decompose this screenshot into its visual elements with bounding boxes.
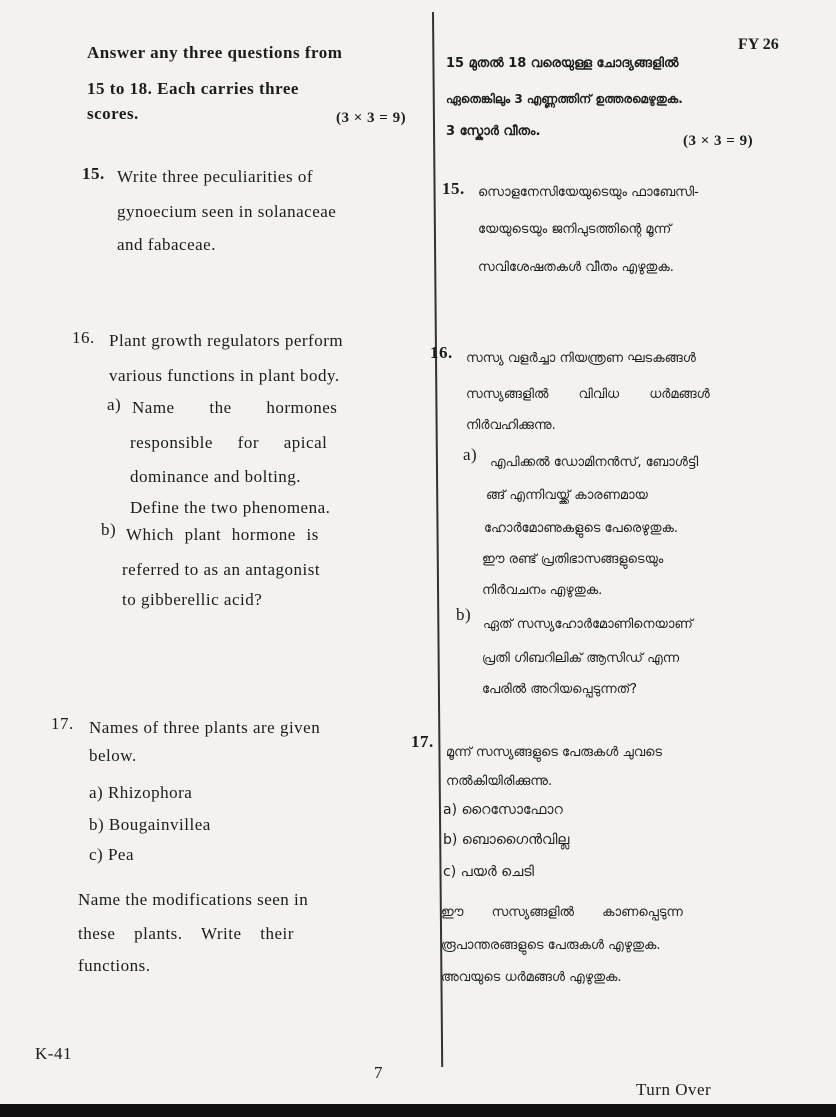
left-q16-number: 16.	[72, 328, 95, 347]
right-q16-line-1: സസ്യ വളർച്ചാ നിയന്ത്രണ ഘടകങ്ങൾ	[466, 351, 696, 366]
left-q17-option-b: b) Bougainvillea	[89, 815, 211, 834]
right-q16-line-2: സസ്യങ്ങളിൽ വിവിധ ധർമങ്ങൾ	[466, 387, 710, 402]
right-q17-task-line-2: രൂപാന്തരങ്ങളുടെ പേരുകൾ എഴുതുക.	[441, 938, 661, 953]
left-q15-line-2: gynoecium seen in solanaceae	[117, 202, 337, 221]
right-q16-line-3: നിർവഹിക്കുന്നു.	[466, 418, 556, 433]
left-q15-line-3: and fabaceae.	[117, 235, 216, 254]
left-q17-task-line-1: Name the modifications seen in	[78, 890, 309, 909]
right-q17-line-1: മൂന്ന് സസ്യങ്ങളുടെ പേരുകൾ ചുവടെ	[446, 745, 663, 760]
right-q17-option-b: b) ബൊഗൈൻവില്ല	[443, 832, 570, 848]
left-q17-option-a: a) Rhizophora	[89, 783, 193, 802]
left-q17-line-1: Names of three plants are given	[89, 718, 321, 737]
left-q16b-line-3: to gibberellic acid?	[122, 590, 263, 609]
left-q15-line-1: Write three peculiarities of	[117, 167, 313, 186]
footer-left-code: K-41	[35, 1044, 72, 1063]
right-q17-option-c: c) പയർ ചെടി	[443, 864, 534, 880]
right-q16a-line-5: നിർവചനം എഴുതുക.	[482, 583, 603, 598]
right-q17-task-line-1: ഈ സസ്യങ്ങളിൽ കാണപ്പെടുന്ന	[441, 905, 683, 920]
right-q16b-label: b)	[456, 605, 472, 624]
right-instruction-line-1: 15 മുതൽ 18 വരെയുള്ള ചോദ്യങ്ങളിൽ	[446, 56, 679, 71]
right-q15-line-2: യേയുടെയും ജനിപുടത്തിന്റെ മൂന്ന്	[478, 222, 672, 237]
left-q16b-line-1: Which plant hormone is	[126, 525, 319, 544]
right-q15-line-3: സവിശേഷതകൾ വീതം എഴുതുക.	[478, 260, 674, 275]
scan-bottom-edge	[0, 1104, 836, 1117]
paper-code: FY 26	[738, 36, 779, 53]
left-q17-line-2: below.	[89, 746, 137, 765]
page-number: 7	[374, 1063, 383, 1082]
left-q16a-label: a)	[107, 395, 122, 414]
left-q17-option-c: c) Pea	[89, 845, 135, 864]
left-q16b-label: b)	[101, 520, 117, 539]
left-q16a-line-4: Define the two phenomena.	[130, 498, 331, 517]
left-instruction-line-1: Answer any three questions from	[87, 43, 343, 62]
right-q17-number: 17.	[411, 732, 434, 751]
left-q16a-line-3: dominance and bolting.	[130, 467, 302, 486]
left-q17-task-line-2: these plants. Write their	[78, 924, 294, 943]
right-instruction-line-3: 3 സ്കോർ വീതം.	[446, 124, 541, 139]
left-instruction-line-2: 15 to 18. Each carries three	[87, 79, 299, 98]
right-q16a-line-1: എപിക്കൽ ഡോമിനൻസ്, ബോൾട്ടി	[490, 455, 699, 470]
left-marks: (3 × 3 = 9)	[336, 110, 407, 126]
right-q16a-line-3: ഹോർമോണുകളുടെ പേരെഴുതുക.	[484, 521, 679, 536]
right-q16a-line-4: ഈ രണ്ട് പ്രതിഭാസങ്ങളുടെയും	[482, 552, 664, 567]
right-q16-number: 16.	[430, 343, 453, 362]
right-q15-number: 15.	[442, 179, 465, 198]
left-q16-line-1: Plant growth regulators perform	[109, 331, 344, 350]
right-q16b-line-3: പേരിൽ അറിയപ്പെടുന്നത്?	[482, 682, 638, 697]
right-q17-option-a: a) റൈസോഫോറ	[443, 802, 563, 818]
right-q16b-line-2: പ്രതി ഗിബറിലിക് ആസിഡ് എന്ന	[482, 651, 680, 666]
left-q16b-line-2: referred to as an antagonist	[122, 560, 321, 579]
right-q17-line-2: നൽകിയിരിക്കുന്നു.	[446, 774, 553, 789]
left-q16-line-2: various functions in plant body.	[109, 366, 340, 385]
left-q17-number: 17.	[51, 714, 74, 733]
right-q16b-line-1: ഏത് സസ്യഹോർമോണിനെയാണ്	[483, 617, 693, 632]
right-q16a-label: a)	[463, 445, 478, 464]
right-marks: (3 × 3 = 9)	[683, 133, 754, 149]
left-q16a-line-1: Name the hormones	[132, 398, 338, 417]
left-q15-number: 15.	[82, 164, 105, 183]
right-q15-line-1: സൊളനേസിയേയുടെയും ഫാബേസി-	[478, 185, 699, 200]
left-instruction-line-3: scores.	[87, 104, 139, 123]
left-q16a-line-2: responsible for apical	[130, 433, 328, 452]
right-q16a-line-2: ങ്ങ് എന്നിവയ്ക്ക് കാരണമായ	[486, 488, 648, 503]
turn-over-label: Turn Over	[636, 1080, 712, 1099]
left-q17-task-line-3: functions.	[78, 956, 151, 975]
right-instruction-line-2: ഏതെങ്കിലും 3 എണ്ണത്തിന് ഉത്തരമെഴുതുക.	[446, 92, 683, 106]
right-q17-task-line-3: അവയുടെ ധർമങ്ങൾ എഴുതുക.	[441, 970, 622, 985]
